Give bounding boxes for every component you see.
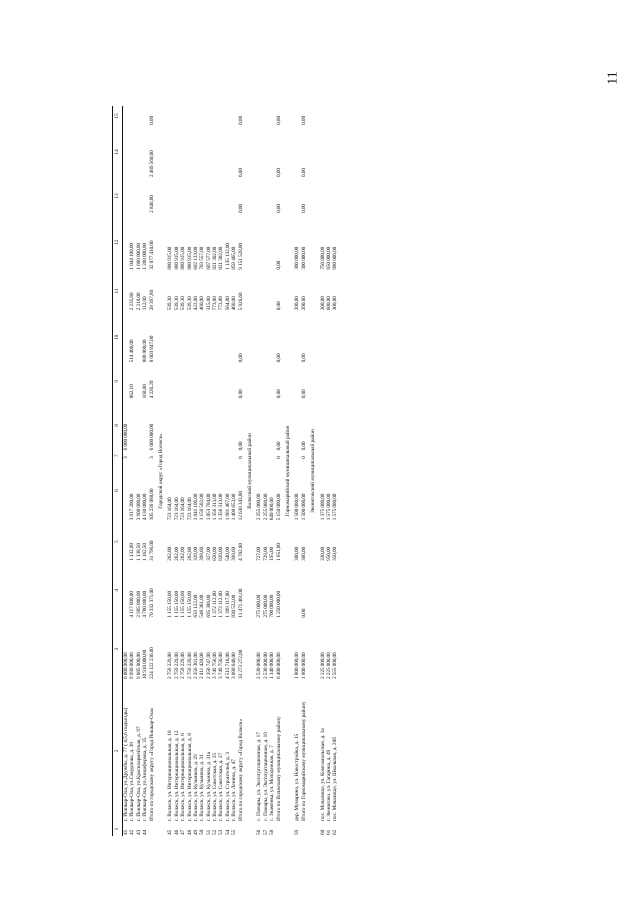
table-cell-col-3: 2 759 229,00 xyxy=(173,652,180,679)
table-cell-col-6: 640 000,00 xyxy=(269,497,276,521)
table-cell-col-6: 2 255 000,00 xyxy=(262,493,269,521)
table-cell-col-1: 52 xyxy=(212,829,219,835)
table-cell-col-4: 695 386,00 xyxy=(205,594,212,618)
table-cell-col-1: 58 xyxy=(269,829,276,835)
table-cell-col-12: 703 557,00 xyxy=(199,246,206,270)
table-cell-col-7: 0 xyxy=(300,456,307,459)
table-cell-col-12: 821 302,00 xyxy=(218,246,225,270)
table-cell-col-14 xyxy=(332,126,338,178)
table-cell-col-5: 1 138,50 xyxy=(135,543,142,561)
table-cell-col-9: 168,80 xyxy=(142,384,149,399)
table-cell-col-5: 398,60 xyxy=(199,546,206,561)
table-cell-col-5: 540,00 xyxy=(224,546,231,561)
table-cell-col-5: 327,00 xyxy=(205,546,212,561)
column-header-12: 12 xyxy=(113,214,123,271)
table-cell-col-11: 539,30 xyxy=(167,296,174,311)
table-cell-col-12: 9 151 528,00 xyxy=(237,243,244,270)
table-cell-col-1: 56 xyxy=(256,829,263,835)
budget-table-sheet xyxy=(112,106,512,836)
table-cell-col-12 xyxy=(123,214,130,271)
table-cell-col-11: 773,80 xyxy=(212,296,219,311)
table-cell-col-3: 1 800 000,00 xyxy=(300,652,307,679)
table-cell-col-5: 1 651,00 xyxy=(275,543,282,561)
table-cell-col-11: 112,00 xyxy=(142,296,149,311)
table-cell-col-15: 0,00 xyxy=(300,116,307,125)
table-cell-col-2: г. Волжск, ул. Кузьмина, д. 29 xyxy=(192,754,199,821)
table-cell-col-5: 727,00 xyxy=(256,546,263,561)
table-cell-col-2: г. Волжск, ул. Интернациональная, д. 8 xyxy=(186,733,193,821)
table-cell-col-3: 6 400 000,00 xyxy=(275,652,282,679)
table-cell-col-10: 514 400,00 xyxy=(129,339,136,363)
column-header-11: 11 xyxy=(113,271,123,312)
table-cell-col-14: 0,00 xyxy=(237,168,244,177)
table-cell-col-5: 729,00 xyxy=(262,546,269,561)
table-cell-col-2: с. Знаменка, ул. Молодежная, д. 7 xyxy=(269,745,276,821)
table-cell-col-4: 633 122,00 xyxy=(192,594,199,618)
table-cell-col-5: 330,00 xyxy=(319,546,326,561)
table-cell-col-11: 315,00 xyxy=(205,296,212,311)
table-cell-col-1: 42 xyxy=(129,829,136,835)
table-cell-col-3: 3 749 756,00 xyxy=(212,652,219,679)
table-cell-col-4: 1 250 000,00 xyxy=(275,591,282,618)
table-cell-col-7: 3 xyxy=(123,456,129,459)
table-cell-col-7 xyxy=(332,451,338,459)
table-cell-col-12: 980 000,00 xyxy=(332,246,339,270)
table-cell-col-11: 2 235,60 xyxy=(129,292,136,311)
table-cell-col-12: 650 000,00 xyxy=(325,246,332,270)
table-cell-col-2: г. Йошкар-Ола, ул.Анциферова, д. 35 xyxy=(142,737,149,821)
table-cell-col-2: г. Волжск, ул. Интернациональная, д. 12 xyxy=(173,730,180,821)
table-cell-col-5: 300,00 xyxy=(294,546,301,561)
column-header-15: 15 xyxy=(113,106,123,126)
table-cell-col-2: с. Помары, ул. Эксплуатационная, д. 17 xyxy=(256,732,263,821)
table-cell-col-12: 1 600 000,00 xyxy=(135,243,142,270)
table-cell-col-8: 0,00 xyxy=(300,441,307,451)
table-cell-col-1: 54 xyxy=(224,829,231,835)
table-cell-col-14: 2 469 560,00 xyxy=(148,150,155,177)
table-cell-col-12: 682 133,00 xyxy=(192,246,199,270)
table-cell-col-3: 2 125 000,00 xyxy=(319,652,326,679)
section-title-row xyxy=(244,106,256,836)
section-title: Горномарийский муниципальный район xyxy=(284,425,291,517)
table-cell-col-11: 300,00 xyxy=(332,296,339,311)
table-cell-col-4 xyxy=(123,562,130,619)
column-header-13: 13 xyxy=(113,178,123,214)
table-cell-col-4: 830 522,00 xyxy=(231,594,238,618)
table-cell-col-6: 1 575 000,00 xyxy=(325,493,332,521)
table-cell-col-11: 28 397,80 xyxy=(148,289,155,311)
table-cell-col-4: 11 471 401,00 xyxy=(237,588,244,618)
section-title: Волжский муниципальный район xyxy=(247,433,254,509)
table-cell-col-11: 200,00 xyxy=(294,296,301,311)
table-cell-col-12: 300 000,00 xyxy=(300,246,307,270)
table-cell-col-4: 275 000,00 xyxy=(256,594,263,618)
table-cell-col-5: 4 702,00 xyxy=(237,543,244,561)
table-cell-col-9: 0,00 xyxy=(237,389,244,399)
table-cell-col-7: 0 xyxy=(237,456,244,459)
table-cell-col-10: 0,00 xyxy=(275,353,282,363)
table-cell-col-1: 61 xyxy=(325,829,332,835)
table-cell-col-3: 2 530 000,00 xyxy=(256,652,263,679)
table-cell-col-5: 350,00 xyxy=(332,546,339,561)
table-cell-col-6: 723 164,00 xyxy=(173,497,180,521)
table-cell-col-10 xyxy=(332,311,338,363)
table-cell-col-9: 862,10 xyxy=(129,384,136,399)
table-cell-col-3: 9 990 000,00 xyxy=(129,652,136,679)
table-cell-col-2: г. Волжск, ул. Строителей, д. 3 xyxy=(224,752,231,821)
table-cell-col-2: г. Йошкар-Ола, ул.Дружбы, д. 77 ( 4,5,6 подъезды) xyxy=(123,707,129,821)
table-cell-col-4 xyxy=(332,562,338,619)
table-cell-col-2: дер. Мумарино, ул. Новостройка, д. 15 xyxy=(294,733,301,821)
table-cell-col-15 xyxy=(123,106,130,126)
table-cell-col-5: 195,00 xyxy=(269,546,276,561)
table-cell-col-2: г. Волжск, ул. Интернациональная, д. 10 xyxy=(167,730,174,821)
table-cell-col-6: 1 356 313,00 xyxy=(212,493,219,521)
table-cell-col-6: 1 041 106,00 xyxy=(192,493,199,521)
table-cell-col-5: 820,00 xyxy=(218,546,225,561)
table-cell-col-3: 2 759 229,00 xyxy=(180,652,187,679)
table-cell-col-13 xyxy=(123,178,130,214)
column-header-2: 2 xyxy=(113,680,123,822)
table-cell-col-5: 950,00 xyxy=(325,546,332,561)
table-cell-col-4: 1 399 117,00 xyxy=(224,591,231,618)
table-cell-col-6: 3 900 000,00 xyxy=(135,493,142,521)
table-cell-col-11 xyxy=(123,271,130,312)
table-body xyxy=(123,106,339,836)
table-cell-col-6: 1 408 653,00 xyxy=(231,493,238,521)
table-cell-col-6: 12 630 343,00 xyxy=(237,491,244,521)
table-cell-col-3: 2 356 747,00 xyxy=(205,652,212,679)
table-cell-col-13: 2 846,00 xyxy=(148,195,155,213)
table-cell-col-3: 3 098 640,00 xyxy=(231,652,238,679)
table-cell-col-1: 48 xyxy=(186,829,193,835)
budget-table xyxy=(112,106,339,836)
table-cell-col-6: 1 500 000,00 xyxy=(300,493,307,521)
table-cell-col-10 xyxy=(123,311,130,363)
table-cell-col-11: 600,00 xyxy=(325,296,332,311)
table-cell-col-2: г. Йошкар-Ола, ул.Красноармейская, д. 97 xyxy=(135,726,142,821)
column-header-14: 14 xyxy=(113,126,123,178)
section-title: Звениговский муниципальный район xyxy=(310,429,317,513)
section-title: Городской округ «Город Волжск» xyxy=(157,433,164,509)
table-cell-col-6: 105 239 088,00 xyxy=(148,488,155,521)
table-cell-col-13: 0,00 xyxy=(300,204,307,213)
table-row xyxy=(123,106,130,836)
table-cell-col-2: г. Звенигово, ул. Гагарина, д. 49 xyxy=(325,749,332,821)
table-cell-col-1: 55 xyxy=(231,829,238,835)
table-cell-col-5: 31 796,00 xyxy=(148,540,155,561)
table-cell-col-5 xyxy=(123,521,130,562)
table-cell-col-12: 1 135 132,00 xyxy=(224,243,231,270)
table-cell-col-6: 4 130 000,00 xyxy=(142,493,149,521)
table-cell-col-4: 1 372 112,00 xyxy=(218,591,225,618)
table-cell-col-6 xyxy=(123,460,130,521)
column-header-1: 1 xyxy=(113,822,123,836)
table-cell-col-6: 723 164,00 xyxy=(180,497,187,521)
table-cell-col-6: 723 164,00 xyxy=(167,497,174,521)
table-cell-col-12: 880 915,00 xyxy=(180,246,187,270)
table-cell-col-3: 2 759 229,00 xyxy=(167,652,174,679)
table-cell-col-4: 1 155 150,00 xyxy=(167,591,174,618)
table-cell-col-5: 262,00 xyxy=(173,546,180,561)
table-cell-col-2: г. Волжск, ул. Советская, д. 27 xyxy=(218,752,225,821)
table-cell-col-7: 3 xyxy=(148,456,155,459)
table-cell-col-7: 0 xyxy=(275,456,282,459)
table-cell-col-1: 62 xyxy=(332,829,339,835)
column-header-4: 4 xyxy=(113,562,123,619)
table-cell-col-12: 0,00 xyxy=(275,260,282,270)
table-cell-col-6: 1 159 502,00 xyxy=(199,493,206,521)
table-cell-col-2: г. Волжск, ул. Кузьмина, д. 31 xyxy=(199,754,206,821)
table-cell-col-11: 300,00 xyxy=(319,296,326,311)
table-cell-col-4: 70 332 371,00 xyxy=(148,588,155,618)
table-cell-col-6: 1 575 000,00 xyxy=(332,493,339,521)
table-cell-col-11: 460,00 xyxy=(231,296,238,311)
table-cell-col-4: 1 155 150,00 xyxy=(180,591,187,618)
column-header-3: 3 xyxy=(113,619,123,680)
table-cell-col-11: 773,80 xyxy=(218,296,225,311)
table-cell-col-6: 723 164,00 xyxy=(186,497,193,521)
table-cell-col-12: 300 000,00 xyxy=(294,246,301,270)
table-cell-col-4: 1 155 150,00 xyxy=(173,591,180,618)
table-cell-col-12: 821 302,00 xyxy=(212,246,219,270)
table-cell-col-5: 820,00 xyxy=(212,546,219,561)
table-cell-col-1: 41 xyxy=(123,829,129,835)
table-cell-col-2: пос. Мочалище, ул. Школьная, д. 20б xyxy=(332,737,339,821)
table-cell-col-6: 3 917 200,00 xyxy=(129,493,136,521)
table-cell-col-1: 53 xyxy=(218,829,225,835)
table-cell-col-10: 0,00 xyxy=(237,353,244,363)
table-cell-col-11: 422,00 xyxy=(192,296,199,311)
table-cell-col-5: 398,60 xyxy=(231,546,238,561)
table-cell-col-12: 880 915,00 xyxy=(186,246,193,270)
table-cell-col-14: 0,00 xyxy=(275,168,282,177)
table-cell-col-5: 1 162,50 xyxy=(142,543,149,561)
table-cell-col-13: 0,00 xyxy=(237,204,244,213)
table-cell-col-4: 1 372 112,00 xyxy=(212,591,219,618)
table-cell-col-4: 700 000,00 xyxy=(269,594,276,618)
table-cell-col-6: 1 375 000,00 xyxy=(319,493,326,521)
table-cell-col-5: 300,00 xyxy=(300,546,307,561)
table-cell-col-1: 44 xyxy=(142,829,149,835)
table-cell-col-15: 0,00 xyxy=(275,116,282,125)
table-cell-col-15 xyxy=(332,106,338,126)
table-cell-col-4: 1 155 150,00 xyxy=(186,591,193,618)
table-cell-col-4: 4 117 600,00 xyxy=(129,591,136,618)
column-header-6: 6 xyxy=(113,460,123,521)
table-cell-col-3: 224 122 236,00 xyxy=(148,647,155,679)
table-cell-col-2: Итого по Волжскому муниципальному району xyxy=(275,716,282,821)
table-cell-col-4: 548 361,00 xyxy=(199,594,206,618)
table-cell-col-2: г. Волжск, ул. Советская, д. 25 xyxy=(212,752,219,821)
table-cell-col-3: 2 555 000,00 xyxy=(332,652,339,679)
table-cell-col-6: 1 981 467,00 xyxy=(224,493,231,521)
table-cell-col-2: пос. Мочалище, ул. Комсомольская, д. 1а xyxy=(319,728,326,821)
table-cell-col-9: 4 226,20 xyxy=(148,380,155,399)
table-cell-col-3: 3 749 756,00 xyxy=(218,652,225,679)
table-cell-col-12: 607 577,00 xyxy=(205,246,212,270)
column-header-8: 8 xyxy=(113,399,123,451)
table-cell-col-4: 275 000,00 xyxy=(262,594,269,618)
column-header-7: 7 xyxy=(113,451,123,459)
section-title-row xyxy=(307,106,319,836)
table-cell-col-13: 0,00 xyxy=(275,204,282,213)
table-cell-col-12: 880 915,00 xyxy=(173,246,180,270)
table-cell-col-3: 10 910 000,00 xyxy=(142,649,149,679)
table-cell-col-12: 32 077 410,00 xyxy=(148,240,155,270)
table-cell-col-1: 43 xyxy=(135,829,142,835)
table-cell-col-4: 4 700 000,00 xyxy=(142,591,149,618)
table-cell-col-6: 5 150 000,00 xyxy=(275,493,282,521)
table-cell-col-2: г. Йошкар-Ола, ул.Свердлова, д. 38 xyxy=(129,742,136,821)
table-cell-col-3: 33 273 272,00 xyxy=(237,649,244,679)
table-cell-col-2: Итого по Горномарийскому муниципальному району xyxy=(300,701,307,821)
table-cell-col-12: 880 915,00 xyxy=(167,246,174,270)
table-header-row xyxy=(113,106,123,836)
table-cell-col-1: 60 xyxy=(319,829,326,835)
table-cell-col-8: 0,00 xyxy=(237,441,244,451)
table-cell-col-4: 0,00 xyxy=(300,608,307,618)
table-cell-col-4: 2 985 000,00 xyxy=(135,591,142,618)
table-cell-col-3: 2 530 000,00 xyxy=(262,652,269,679)
table-cell-col-8: 6 000 000,00 xyxy=(123,423,129,451)
column-header-5: 5 xyxy=(113,521,123,562)
table-cell-col-1: 45 xyxy=(167,829,174,835)
table-cell-col-10: 880 000,00 xyxy=(142,339,149,363)
table-cell-col-2: с. Помары, ул. Эксплуатационная, д. 19 xyxy=(262,732,269,821)
table-cell-col-5: 1 132,00 xyxy=(129,543,136,561)
table-cell-col-12: 1 044 100,00 xyxy=(129,243,136,270)
table-cell-col-9 xyxy=(332,363,338,399)
table-cell-col-11: 0,00 xyxy=(275,301,282,311)
table-cell-col-14: 0,00 xyxy=(300,168,307,177)
table-cell-col-13 xyxy=(332,178,338,214)
table-cell-col-1: 47 xyxy=(180,829,187,835)
table-cell-col-11: 5 926,60 xyxy=(237,292,244,311)
table-cell-col-11: 2 218,00 xyxy=(135,292,142,311)
table-cell-col-10: 8 003 847,00 xyxy=(148,335,155,363)
table-cell-col-2: Итого по городскому округу «Город Волжск» xyxy=(237,718,244,821)
table-cell-col-5: 262,00 xyxy=(180,546,187,561)
table-cell-col-3: 4 515 716,00 xyxy=(224,652,231,679)
table-cell-col-6: 2 255 000,00 xyxy=(256,493,263,521)
table-cell-col-9 xyxy=(123,363,130,399)
table-cell-col-14 xyxy=(123,126,130,178)
table-cell-col-11: 539,30 xyxy=(180,296,187,311)
table-cell-col-11: 460,00 xyxy=(199,296,206,311)
table-cell-col-3: 6 000 000,00 xyxy=(123,652,129,679)
table-cell-col-6: 1 053 784,00 xyxy=(205,493,212,521)
table-cell-col-1: 49 xyxy=(192,829,199,835)
table-cell-col-6: 1 500 000,00 xyxy=(294,493,301,521)
page-number: 11 xyxy=(605,71,621,85)
table-cell-col-1: 46 xyxy=(173,829,180,835)
table-cell-col-3: 2 225 000,00 xyxy=(325,652,332,679)
table-cell-col-12: 1 200 000,00 xyxy=(142,243,149,270)
table-cell-col-1: 51 xyxy=(205,829,212,835)
table-cell-col-8: 6 000 000,00 xyxy=(148,423,155,451)
table-cell-col-5: 329,00 xyxy=(192,546,199,561)
table-cell-col-2: г. Волжск, ул. Интернациональная, д. 6 xyxy=(180,733,187,821)
table-cell-col-3: 1 340 000,00 xyxy=(269,652,276,679)
table-cell-col-5: 262,00 xyxy=(186,546,193,561)
table-cell-col-2: Итого по городскому округу «Город Йошкар-Ола» xyxy=(148,707,155,821)
table-cell-col-12: 859 465,00 xyxy=(231,246,238,270)
table-cell-col-15: 0,00 xyxy=(148,116,155,125)
section-title-row xyxy=(155,106,167,836)
table-cell-col-11: 539,30 xyxy=(186,296,193,311)
table-cell-col-10: 0,00 xyxy=(300,353,307,363)
table-cell-col-2: г. Волжск, ул. Ленина, д. 47 xyxy=(231,759,238,821)
table-cell-col-3: 2 356 361,00 xyxy=(192,652,199,679)
table-cell-col-5: 262,00 xyxy=(167,546,174,561)
table-cell-col-11: 200,00 xyxy=(300,296,307,311)
table-cell-col-3: 1 800 000,00 xyxy=(294,652,301,679)
table-cell-col-11: 564,80 xyxy=(224,296,231,311)
table-cell-col-3: 2 411 420,00 xyxy=(199,652,206,679)
table-cell-col-1: 50 xyxy=(199,829,206,835)
table-row xyxy=(332,106,338,836)
table-cell-col-8: 0,00 xyxy=(275,441,282,451)
table-cell-col-8 xyxy=(332,399,338,451)
table-cell-col-1: 59 xyxy=(294,829,301,835)
section-title-row xyxy=(282,106,294,836)
column-header-10: 10 xyxy=(113,311,123,363)
table-cell-col-2: г. Волжск, ул. Кузьмина, д. 31а xyxy=(205,751,212,821)
column-header-9: 9 xyxy=(113,363,123,399)
table-cell-col-6: 1 356 313,00 xyxy=(218,493,225,521)
table-cell-col-9: 0,00 xyxy=(300,389,307,399)
table-cell-col-1: 57 xyxy=(262,829,269,835)
table-cell-col-15: 0,00 xyxy=(237,116,244,125)
table-cell-col-12: 750 000,00 xyxy=(319,246,326,270)
table-cell-col-11: 539,30 xyxy=(173,296,180,311)
table-cell-col-3: 2 759 229,00 xyxy=(186,652,193,679)
table-cell-col-3: 9 085 000,00 xyxy=(135,652,142,679)
table-cell-col-9: 0,00 xyxy=(275,389,282,399)
